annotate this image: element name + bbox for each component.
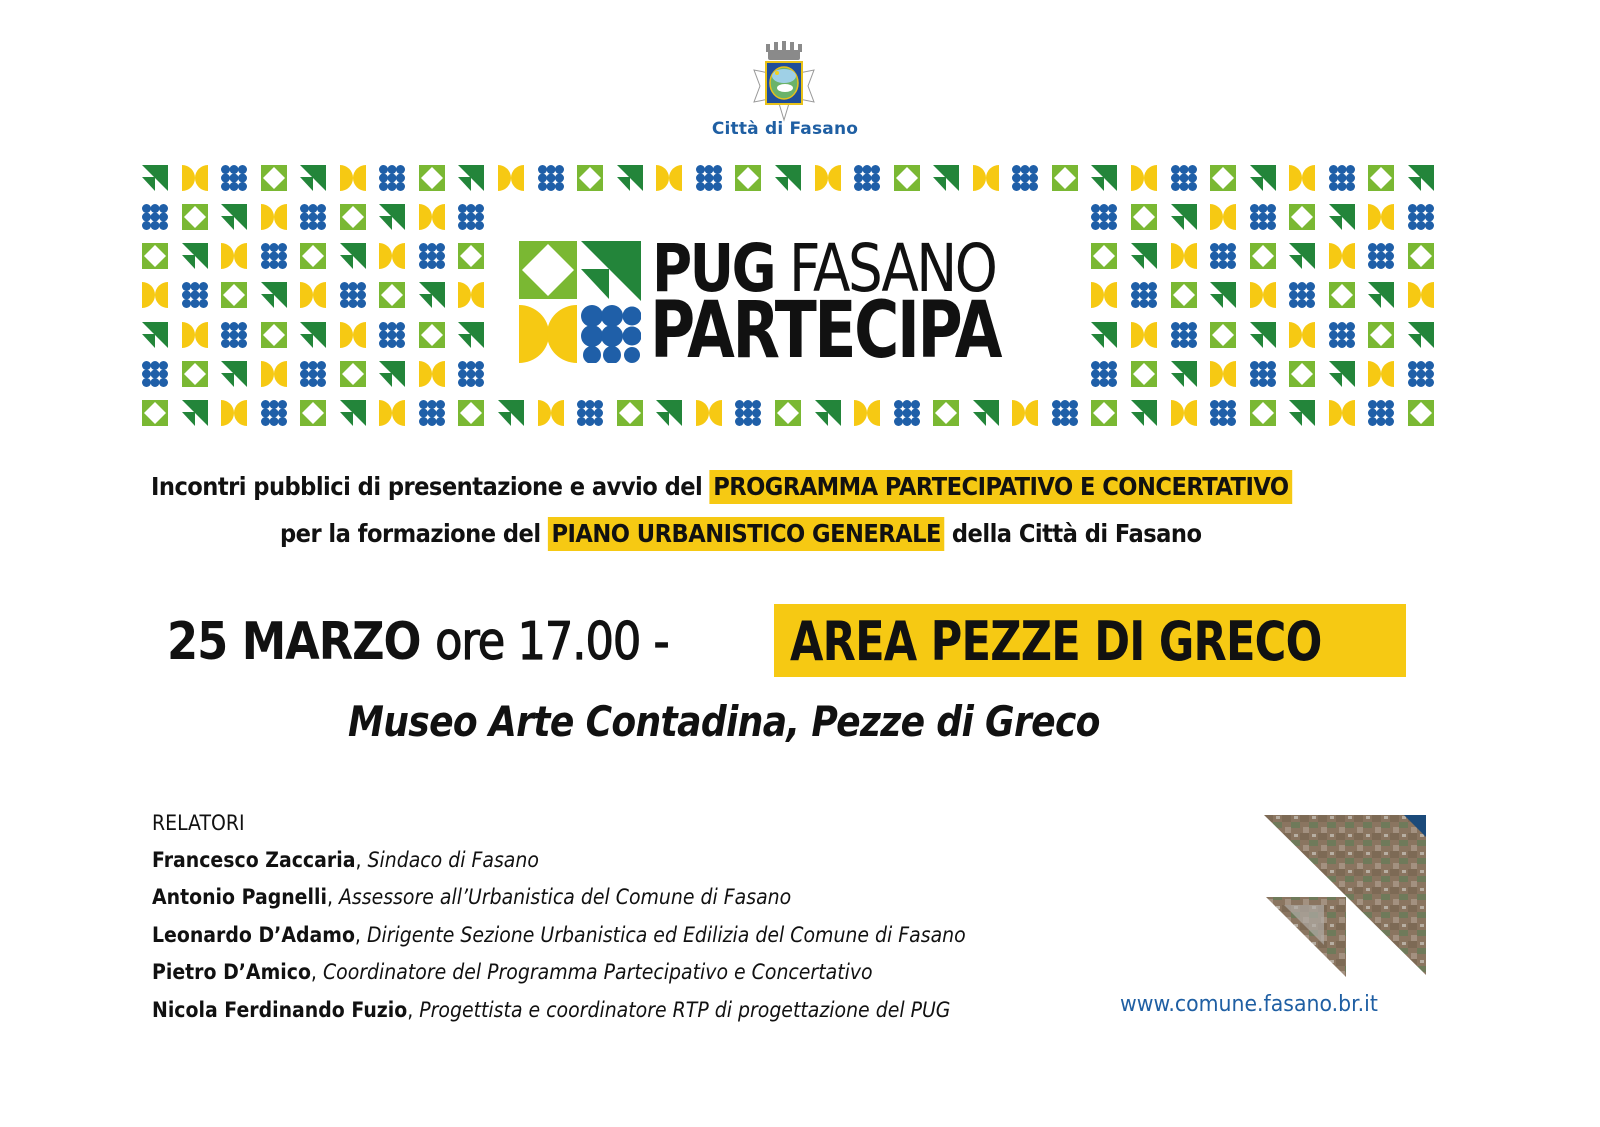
green-triangle-icon — [300, 165, 326, 191]
blue-dots-icon — [1408, 361, 1434, 387]
blue-dots-icon — [894, 400, 920, 426]
green-triangle-icon — [261, 282, 287, 308]
speakers-title: RELATORI — [152, 811, 245, 835]
green-triangle-icon — [617, 165, 643, 191]
lime-diamond-icon — [300, 400, 326, 426]
yellow-bowtie-icon — [1210, 361, 1236, 387]
event-venue: Museo Arte Contadina, Pezze di Greco — [348, 697, 1100, 746]
yellow-bowtie-icon — [1289, 322, 1315, 348]
green-triangle-icon — [1368, 282, 1394, 308]
yellow-bowtie-icon — [815, 165, 841, 191]
lime-diamond-icon — [458, 400, 484, 426]
green-triangle-icon — [933, 165, 959, 191]
lime-diamond-icon — [1250, 243, 1276, 269]
lime-diamond-icon — [933, 400, 959, 426]
yellow-bowtie-icon — [498, 165, 524, 191]
green-triangle-icon — [1091, 165, 1117, 191]
yellow-bowtie-icon — [221, 243, 247, 269]
lime-diamond-icon — [182, 361, 208, 387]
yellow-bowtie-icon — [1329, 243, 1355, 269]
lime-diamond-icon — [1131, 204, 1157, 230]
green-triangle-icon — [498, 400, 524, 426]
speaker-item: Antonio Pagnelli, Assessore all’Urbanistica del Comune di Fasano — [152, 885, 792, 909]
lime-diamond-icon — [1289, 361, 1315, 387]
green-triangle-icon — [300, 322, 326, 348]
city-name: Città di Fasano — [711, 119, 859, 139]
lime-diamond-icon — [340, 361, 366, 387]
blue-dots-icon — [1250, 204, 1276, 230]
green-triangle-icon — [656, 400, 682, 426]
green-triangle-icon — [379, 204, 405, 230]
blue-dots-icon — [419, 400, 445, 426]
lime-diamond-icon — [1250, 400, 1276, 426]
intro-line1-highlight: PROGRAMMA PARTECIPATIVO E CONCERTATIVO — [710, 470, 1293, 504]
intro-line1-prefix: Incontri pubblici di presentazione e avvio del — [151, 472, 703, 501]
lime-diamond-icon — [458, 243, 484, 269]
intro-line-1 — [151, 472, 1292, 501]
lime-diamond-icon — [300, 243, 326, 269]
blue-dots-icon — [458, 204, 484, 230]
blue-dots-icon — [340, 282, 366, 308]
yellow-bowtie-icon — [1368, 361, 1394, 387]
green-triangle-icon — [1250, 322, 1276, 348]
blue-dots-icon — [221, 322, 247, 348]
blue-dots-icon — [379, 322, 405, 348]
lime-diamond-icon — [261, 165, 287, 191]
yellow-bowtie-icon — [142, 282, 168, 308]
yellow-bowtie-icon — [379, 400, 405, 426]
speaker-name: Nicola Ferdinando Fuzio — [152, 998, 408, 1022]
lime-diamond-icon — [182, 204, 208, 230]
yellow-bowtie-icon — [1408, 282, 1434, 308]
green-triangle-icon — [1329, 361, 1355, 387]
yellow-bowtie-icon — [854, 400, 880, 426]
green-triangle-icon — [1131, 400, 1157, 426]
lime-diamond-icon — [617, 400, 643, 426]
green-triangle-icon — [1210, 282, 1236, 308]
blue-dots-icon — [1329, 322, 1355, 348]
yellow-bowtie-icon — [538, 400, 564, 426]
yellow-bowtie-icon — [261, 204, 287, 230]
speaker-role: Dirigente Sezione Urbanistica ed Edilizia del Comune di Fasano — [366, 923, 966, 947]
yellow-bowtie-icon — [1171, 400, 1197, 426]
lime-diamond-icon — [1368, 322, 1394, 348]
lime-diamond-icon — [419, 322, 445, 348]
lime-diamond-icon — [1131, 361, 1157, 387]
yellow-bowtie-icon — [182, 322, 208, 348]
speaker-name: Antonio Pagnelli — [152, 885, 327, 909]
yellow-bowtie-icon — [300, 282, 326, 308]
intro-line2-prefix: per la formazione del — [280, 519, 541, 548]
yellow-bowtie-icon — [221, 400, 247, 426]
lime-diamond-icon — [379, 282, 405, 308]
speaker-role: Coordinatore del Programma Partecipativo e Concertativo — [322, 960, 873, 984]
green-triangle-icon — [142, 322, 168, 348]
logo-pug: PUG — [652, 230, 775, 307]
green-triangle-icon — [419, 282, 445, 308]
yellow-bowtie-icon — [1289, 165, 1315, 191]
yellow-bowtie-icon — [1329, 400, 1355, 426]
logo-title-line2: PARTECIPA — [650, 286, 1001, 376]
lime-diamond-icon — [1408, 243, 1434, 269]
blue-dots-icon — [1329, 165, 1355, 191]
yellow-bowtie-icon — [458, 282, 484, 308]
pug-logo-mark-icon — [519, 241, 641, 363]
blue-dots-icon — [577, 400, 603, 426]
blue-dots-icon — [142, 204, 168, 230]
green-triangle-icon — [1289, 243, 1315, 269]
blue-dots-icon — [1091, 204, 1117, 230]
lime-diamond-icon — [261, 322, 287, 348]
blue-dots-icon — [1210, 400, 1236, 426]
blue-dots-icon — [1171, 165, 1197, 191]
yellow-bowtie-icon — [419, 204, 445, 230]
yellow-bowtie-icon — [696, 400, 722, 426]
yellow-bowtie-icon — [1131, 165, 1157, 191]
lime-diamond-icon — [419, 165, 445, 191]
blue-dots-icon — [1368, 243, 1394, 269]
speaker-item: Francesco Zaccaria, Sindaco di Fasano — [152, 848, 539, 872]
green-triangle-icon — [775, 165, 801, 191]
yellow-bowtie-icon — [1368, 204, 1394, 230]
speaker-name: Francesco Zaccaria — [152, 848, 356, 872]
green-triangle-icon — [1250, 165, 1276, 191]
speaker-name: Pietro D’Amico — [152, 960, 311, 984]
lime-diamond-icon — [577, 165, 603, 191]
event-time: ore 17.00 - — [435, 612, 669, 672]
green-triangle-icon — [340, 243, 366, 269]
blue-dots-icon — [1091, 361, 1117, 387]
green-triangle-icon — [182, 243, 208, 269]
green-triangle-icon — [221, 361, 247, 387]
green-triangle-icon — [182, 400, 208, 426]
website-link[interactable]: www.comune.fasano.br.it — [1120, 992, 1378, 1017]
blue-dots-icon — [1171, 322, 1197, 348]
lime-diamond-icon — [142, 400, 168, 426]
yellow-bowtie-icon — [379, 243, 405, 269]
lime-diamond-icon — [1408, 400, 1434, 426]
green-triangle-icon — [379, 361, 405, 387]
lime-diamond-icon — [1289, 204, 1315, 230]
speaker-item: Pietro D’Amico, Coordinatore del Programma Partecipativo e Concertativo — [152, 960, 873, 984]
blue-dots-icon — [854, 165, 880, 191]
blue-dots-icon — [735, 400, 761, 426]
yellow-bowtie-icon — [1091, 282, 1117, 308]
green-triangle-icon — [815, 400, 841, 426]
intro-line2-highlight: PIANO URBANISTICO GENERALE — [548, 517, 945, 551]
yellow-bowtie-icon — [182, 165, 208, 191]
speaker-item: Leonardo D’Adamo, Dirigente Sezione Urbanistica ed Edilizia del Comune di Fasano — [152, 923, 966, 947]
yellow-bowtie-icon — [973, 165, 999, 191]
lime-diamond-icon — [221, 282, 247, 308]
green-triangle-icon — [1329, 204, 1355, 230]
lime-diamond-icon — [1171, 282, 1197, 308]
lime-diamond-icon — [775, 400, 801, 426]
blue-dots-icon — [419, 243, 445, 269]
blue-dots-icon — [261, 243, 287, 269]
blue-dots-icon — [1052, 400, 1078, 426]
blue-dots-icon — [300, 204, 326, 230]
green-triangle-icon — [340, 400, 366, 426]
speaker-role: Progettista e coordinatore RTP di progettazione del PUG — [419, 998, 951, 1022]
lime-diamond-icon — [894, 165, 920, 191]
speaker-name: Leonardo D’Adamo — [152, 923, 355, 947]
yellow-bowtie-icon — [261, 361, 287, 387]
satellite-triangles-icon — [1264, 815, 1426, 977]
decorative-pattern — [0, 0, 1600, 450]
green-triangle-icon — [458, 165, 484, 191]
green-triangle-icon — [1408, 322, 1434, 348]
speaker-item: Nicola Ferdinando Fuzio, Progettista e coordinatore RTP di progettazione del PUG — [152, 998, 951, 1022]
speaker-role: Sindaco di Fasano — [367, 848, 539, 872]
lime-diamond-icon — [1091, 400, 1117, 426]
blue-dots-icon — [1210, 243, 1236, 269]
yellow-bowtie-icon — [340, 322, 366, 348]
lime-diamond-icon — [735, 165, 761, 191]
event-area: AREA PEZZE DI GRECO — [790, 610, 1322, 673]
blue-dots-icon — [1012, 165, 1038, 191]
lime-diamond-icon — [1329, 282, 1355, 308]
blue-dots-icon — [300, 361, 326, 387]
blue-dots-icon — [1289, 282, 1315, 308]
green-triangle-icon — [1171, 361, 1197, 387]
lime-diamond-icon — [1052, 165, 1078, 191]
blue-dots-icon — [379, 165, 405, 191]
blue-dots-icon — [1408, 204, 1434, 230]
green-triangle-icon — [458, 322, 484, 348]
lime-diamond-icon — [1210, 165, 1236, 191]
blue-dots-icon — [696, 165, 722, 191]
blue-dots-icon — [142, 361, 168, 387]
green-triangle-icon — [973, 400, 999, 426]
green-triangle-icon — [1091, 322, 1117, 348]
blue-dots-icon — [538, 165, 564, 191]
blue-dots-icon — [1368, 400, 1394, 426]
intro-line2-suffix: della Città di Fasano — [951, 519, 1202, 548]
blue-dots-icon — [1250, 361, 1276, 387]
yellow-bowtie-icon — [1012, 400, 1038, 426]
event-date: 25 MARZO — [167, 612, 421, 672]
green-triangle-icon — [1408, 165, 1434, 191]
blue-dots-icon — [261, 400, 287, 426]
lime-diamond-icon — [1368, 165, 1394, 191]
yellow-bowtie-icon — [1210, 204, 1236, 230]
green-triangle-icon — [142, 165, 168, 191]
blue-dots-icon — [221, 165, 247, 191]
lime-diamond-icon — [340, 204, 366, 230]
green-triangle-icon — [1171, 204, 1197, 230]
yellow-bowtie-icon — [656, 165, 682, 191]
intro-line-2 — [280, 519, 1201, 548]
yellow-bowtie-icon — [1171, 243, 1197, 269]
green-triangle-icon — [221, 204, 247, 230]
blue-dots-icon — [458, 361, 484, 387]
event-date-time — [167, 609, 669, 675]
lime-diamond-icon — [142, 243, 168, 269]
logo-fasano: FASANO — [789, 230, 996, 307]
speaker-role: Assessore all’Urbanistica del Comune di Fasano — [338, 885, 792, 909]
yellow-bowtie-icon — [1131, 322, 1157, 348]
yellow-bowtie-icon — [419, 361, 445, 387]
yellow-bowtie-icon — [1250, 282, 1276, 308]
lime-diamond-icon — [1210, 322, 1236, 348]
green-triangle-icon — [1289, 400, 1315, 426]
lime-diamond-icon — [1091, 243, 1117, 269]
yellow-bowtie-icon — [340, 165, 366, 191]
blue-dots-icon — [182, 282, 208, 308]
blue-dots-icon — [1131, 282, 1157, 308]
green-triangle-icon — [1131, 243, 1157, 269]
